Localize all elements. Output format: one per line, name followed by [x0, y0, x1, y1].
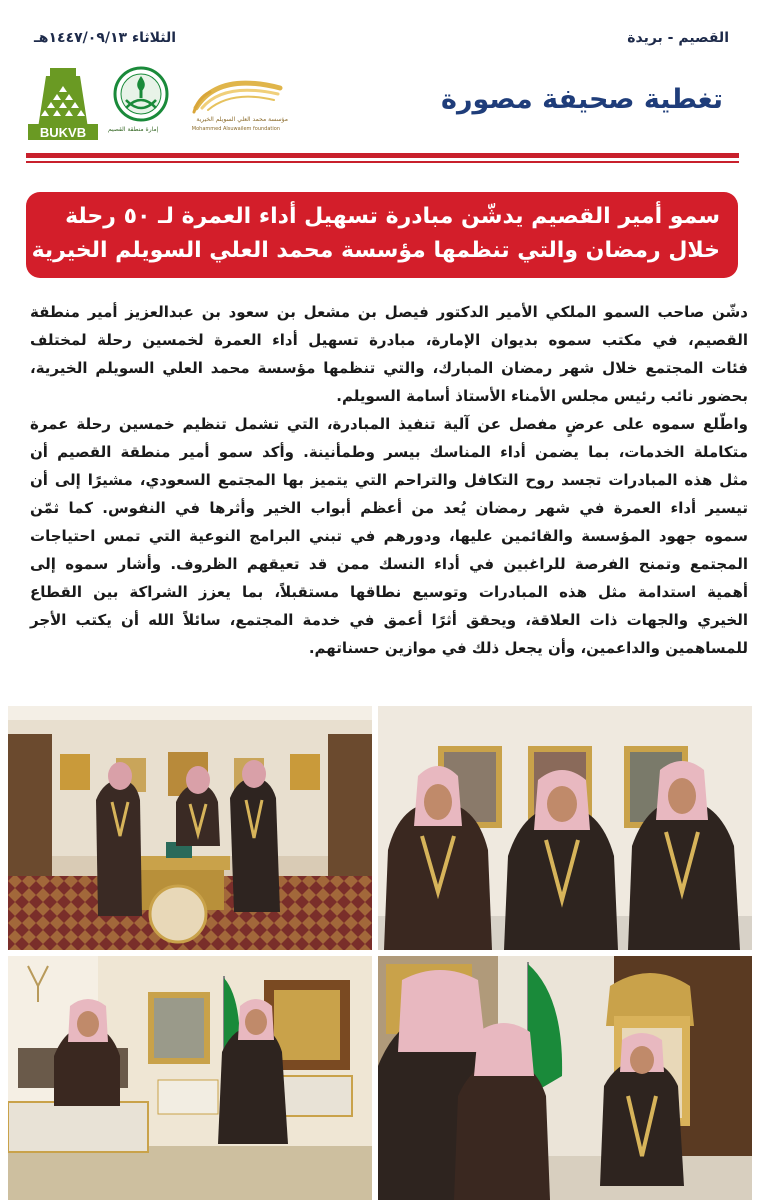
emblem-caption: إمارة منطقة القصيم — [108, 126, 159, 133]
article-line: الخيري والجهات ذات العلاقة، ويحقق أثرًا أعمق في خدمة المجتمع، سائلاً الله أن يكتب الأجر — [30, 611, 748, 629]
location-label: القصيم - بريدة — [627, 30, 729, 46]
article-line: المجتمع وتمنح الفرصة للراغبين في أداء النسك ممن قد تعيقهم الظروف. وأشار سموه إلى — [30, 555, 748, 573]
article-line: القصيم، في مكتب سموه بديوان الإمارة، مبادرة تسهيل أداء العمرة لخمسين رحلة لمختلف — [30, 331, 748, 349]
article-line: تيسير أداء العمرة في شهر رمضان يُعد من أعظم أبواب الخير وأثرها في النفوس. كما ثمّن — [30, 499, 748, 517]
headline-line-2: خلال رمضان والتي تنظمها مؤسسة محمد العلي السويلم الخيرية — [31, 238, 720, 263]
article-line: متكاملة الخدمات، بما يضمن أداء المناسك بيسر وطمأنينة. وأكد سمو أمير منطقة القصيم أن — [30, 443, 748, 461]
article-line: سموه جهود المؤسسة والقائمين عليها، ودورهم في تبني البرامج النوعية التي تمس احتياجات — [30, 527, 748, 545]
meeting-throne-chair-photo — [378, 956, 752, 1200]
article-body — [30, 298, 748, 662]
headline-banner — [26, 192, 738, 278]
bukvb-logo-text: BUKVB — [39, 125, 87, 140]
foundation-logo — [188, 78, 288, 140]
header-divider-thick — [26, 153, 739, 158]
article-line: فئات المجتمع خلال شهر رمضان المبارك، والتي تنظمها مؤسسة محمد العلي السويلم الخيرية، — [30, 359, 748, 377]
meeting-sofa-photo — [8, 956, 372, 1200]
article-line: مثل هذه المبادرات تجسد روح التكافل والتراحم التي يتميز بها المجتمع السعودي، مشيرًا إلى أن — [30, 471, 748, 489]
emirate-emblem-logo — [108, 66, 170, 140]
header-row — [26, 64, 729, 144]
three-men-closeup-photo — [378, 706, 752, 950]
bukvb-logo — [26, 66, 100, 142]
office-group-photo — [8, 706, 372, 950]
date-label: الثلاثاء ١٤٤٧/٠٩/١٣هـ — [34, 30, 177, 46]
article-line: دشّن صاحب السمو الملكي الأمير الدكتور فيصل بن مشعل بن سعود بن عبدالعزيز أمير منطقة — [30, 303, 748, 321]
publication-title: تغطية صحيفة مصورة — [441, 84, 723, 115]
article-line: أهمية استدامة مثل هذه المبادرات وتوسيع نطاقها مستقبلاً، بما يعزز الشراكة بين القطاع — [30, 583, 748, 601]
header-divider-thin — [26, 161, 739, 163]
headline-line-1: سمو أمير القصيم يدشّن مبادرة تسهيل أداء العمرة لـ ٥٠ رحلة — [65, 204, 720, 229]
foundation-caption-en: Mohammed Alsuwailem foundation — [191, 126, 280, 132]
foundation-caption: مؤسسة محمد العلي السويلم الخيرية — [196, 116, 288, 123]
top-bar — [34, 26, 729, 54]
article-line: بحضور نائب رئيس مجلس الأمناء الأستاذ أسامة السويلم. — [336, 387, 748, 405]
article-line: للمساهمين والداعمين، وأن يجعل ذلك في موازين حسناتهم. — [308, 639, 748, 657]
article-line: واطّلع سموه على عرضٍ مفصل عن آلية تنفيذ المبادرة، التي تشمل تنظيم خمسين رحلة عمرة — [30, 415, 748, 433]
